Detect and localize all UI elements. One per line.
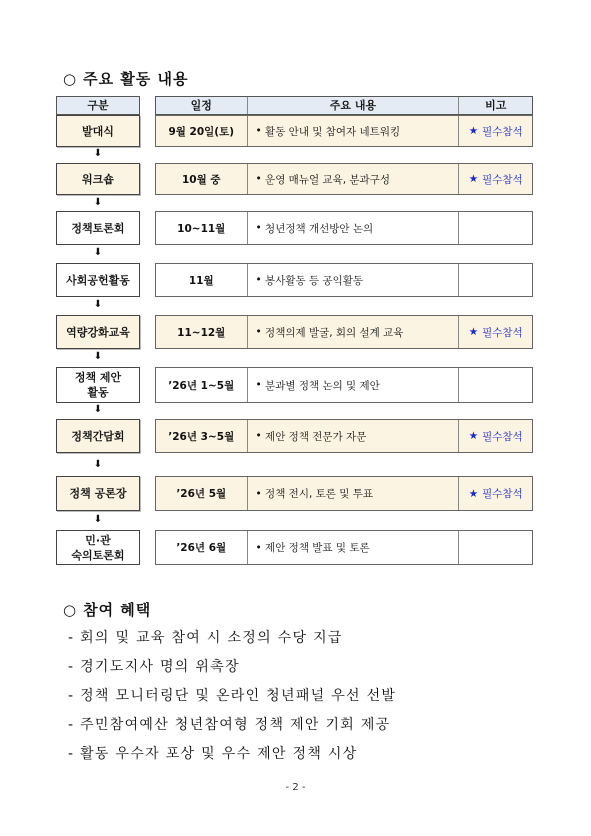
stage-box: 정책간담회 <box>56 419 140 453</box>
row-note <box>459 531 532 564</box>
down-arrow-icon: ⬇ <box>93 514 103 525</box>
table-row <box>155 115 533 147</box>
content-bullet: • <box>255 430 262 442</box>
stage-box: 정책 공론장 <box>56 476 140 511</box>
row-note <box>459 264 532 296</box>
row-date: 10월 중 <box>156 164 248 194</box>
row-content <box>248 316 460 348</box>
stage-box: 정책토론회 <box>56 211 140 245</box>
table-row <box>155 367 533 403</box>
benefit-item: - 경기도지사 명의 위촉장 <box>68 659 240 675</box>
section-bullet: ○ <box>63 601 78 619</box>
section-title-benefits <box>63 599 151 620</box>
row-content-text: 활동 안내 및 참여자 네트워킹 <box>265 125 401 138</box>
row-content-text: 정책의제 발굴, 회의 설계 교육 <box>265 326 404 339</box>
down-arrow-icon: ⬇ <box>93 247 103 258</box>
row-note-text: 필수참석 <box>482 173 523 186</box>
down-arrow-icon: ⬇ <box>93 197 103 208</box>
content-bullet: • <box>255 274 262 286</box>
star-icon: ★ <box>468 326 479 338</box>
row-date: 10~11월 <box>156 212 248 244</box>
section-title-text: 참여 혜택 <box>83 601 152 619</box>
header-date: 일정 <box>156 97 248 114</box>
star-icon: ★ <box>468 430 479 442</box>
stage-box: 민·관 숙의토론회 <box>56 530 140 565</box>
row-content-text: 정책 전시, 토론 및 투표 <box>265 488 374 500</box>
row-note <box>459 477 532 510</box>
row-note <box>459 116 532 146</box>
row-note <box>459 212 532 244</box>
row-content-text: 운영 매뉴얼 교육, 분과구성 <box>265 173 390 186</box>
row-note-text: 필수참석 <box>482 430 523 443</box>
row-date: 11월 <box>156 264 248 296</box>
down-arrow-icon: ⬇ <box>93 459 103 470</box>
row-note-text: 필수참석 <box>482 326 523 339</box>
row-content-text: 분과별 정책 논의 및 제안 <box>265 379 380 392</box>
row-content-text: 제안 정책 전문가 자문 <box>265 430 367 443</box>
row-content <box>248 477 460 510</box>
row-note-text: 필수참석 <box>482 125 523 138</box>
header-row <box>155 96 533 115</box>
star-icon: ★ <box>468 487 479 500</box>
table-row <box>155 419 533 453</box>
row-note-text: 필수참석 <box>482 488 523 500</box>
benefit-item: - 회의 및 교육 참여 시 소정의 수당 지급 <box>68 630 343 646</box>
down-arrow-icon: ⬇ <box>93 351 103 362</box>
row-content <box>248 264 460 296</box>
row-note <box>459 420 532 452</box>
header-note: 비고 <box>485 99 507 112</box>
row-date: 11~12월 <box>156 316 248 348</box>
content-bullet: • <box>255 379 262 391</box>
table-row <box>155 315 533 349</box>
row-date: 9월 20일(토) <box>156 116 248 146</box>
page-number: - 2 - <box>285 782 306 793</box>
table-row <box>155 263 533 297</box>
table-row <box>155 163 533 195</box>
content-bullet: • <box>255 173 262 185</box>
section-title-text: 주요 활동 내용 <box>83 70 189 88</box>
star-icon: ★ <box>468 125 479 137</box>
row-content-text: 제안 정책 발표 및 토론 <box>265 542 370 554</box>
row-content <box>248 368 460 402</box>
content-bullet: • <box>255 125 262 137</box>
down-arrow-icon: ⬇ <box>93 299 103 310</box>
row-content <box>248 164 460 194</box>
row-content <box>248 420 460 452</box>
down-arrow-icon: ⬇ <box>93 404 103 415</box>
content-bullet: • <box>255 487 262 500</box>
stage-box: 사회공헌활동 <box>56 263 140 297</box>
row-date: ’26년 3~5월 <box>156 420 248 452</box>
benefit-item: - 주민참여예산 청년참여형 정책 제안 기회 제공 <box>68 717 391 733</box>
stage-box: 발대식 <box>56 115 140 147</box>
row-content <box>248 212 460 244</box>
row-content <box>248 531 460 564</box>
down-arrow-icon: ⬇ <box>93 148 103 159</box>
row-date: ’26년 1~5월 <box>156 368 248 402</box>
benefits-list <box>68 624 396 769</box>
header-stage: 구분 <box>56 96 140 115</box>
section-title-activities <box>63 68 188 89</box>
stage-box: 정책 제안 활동 <box>56 367 140 403</box>
row-content <box>248 116 460 146</box>
section-bullet: ○ <box>63 70 78 88</box>
benefit-item: - 활동 우수자 포상 및 우수 제안 정책 시상 <box>68 746 358 762</box>
table-row <box>155 476 533 511</box>
header-content: 주요 내용 <box>248 97 460 114</box>
row-note <box>459 316 532 348</box>
row-date: ’26년 5월 <box>156 477 248 510</box>
content-bullet: • <box>255 326 262 338</box>
stage-box: 역량강화교육 <box>56 315 140 349</box>
content-bullet: • <box>255 222 262 234</box>
star-icon: ★ <box>468 173 479 185</box>
table-row <box>155 530 533 565</box>
row-note <box>459 368 532 402</box>
content-bullet: • <box>255 541 262 554</box>
row-note <box>459 164 532 194</box>
table-row <box>155 211 533 245</box>
stage-box: 워크숍 <box>56 163 140 195</box>
row-date: ’26년 6월 <box>156 531 248 564</box>
row-content-text: 봉사활동 등 공익활동 <box>265 274 364 287</box>
row-content-text: 청년정책 개선방안 논의 <box>265 222 374 235</box>
benefit-item: - 정책 모니터링단 및 온라인 청년패널 우선 선발 <box>68 688 397 704</box>
